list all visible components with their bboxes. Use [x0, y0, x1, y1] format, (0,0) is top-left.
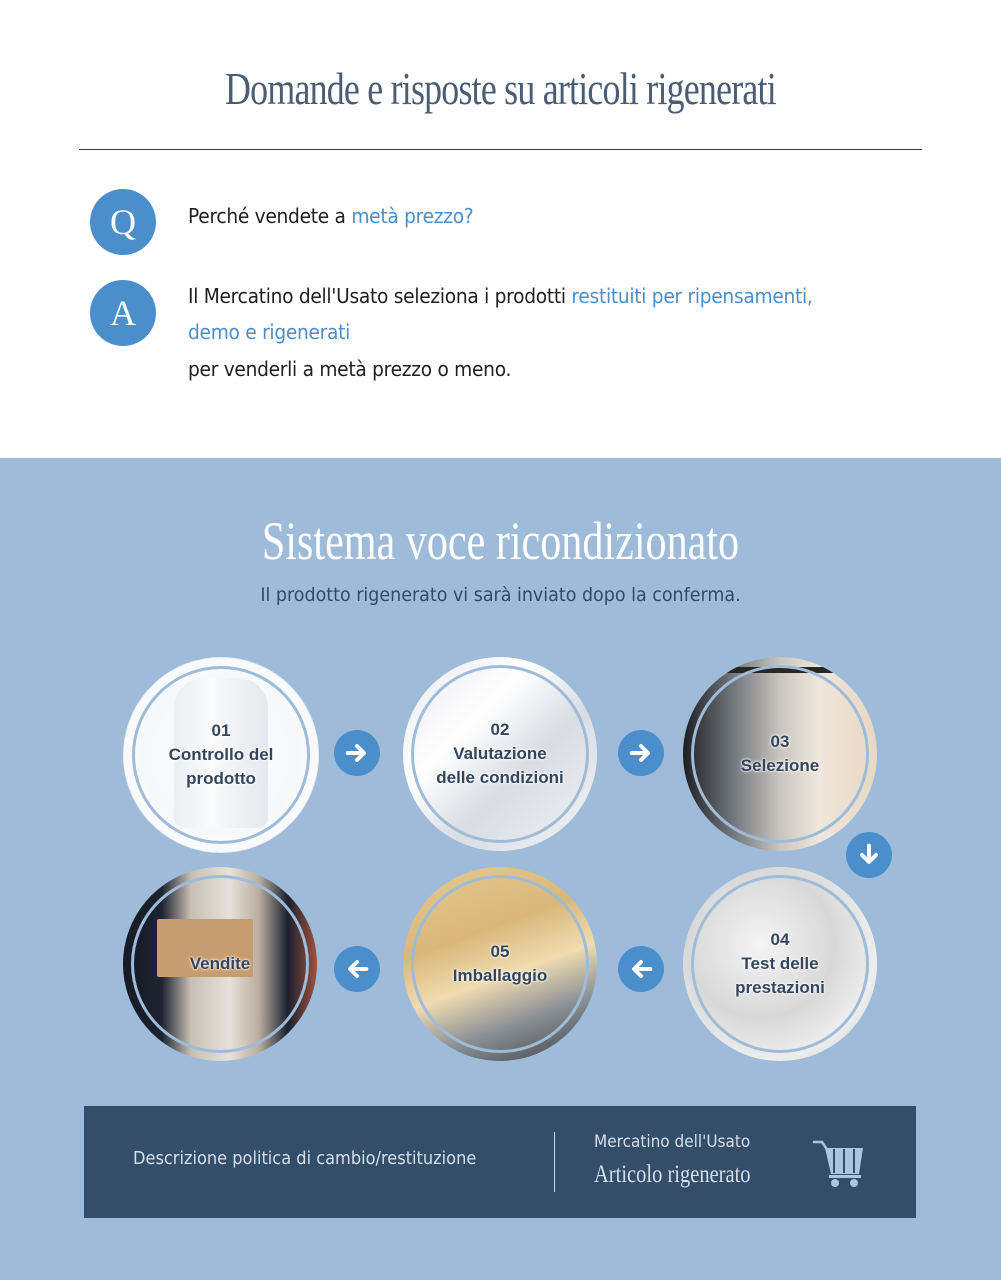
- question-text: [188, 204, 473, 228]
- item-type: Articolo rigenerato: [594, 1161, 751, 1188]
- process-subtitle: Il prodotto rigenerato vi sarà inviato dopo la conferma.: [260, 584, 741, 606]
- step-01-product-check: [123, 657, 319, 853]
- step-number: 02: [490, 720, 510, 739]
- arrow-left-icon: [618, 946, 664, 992]
- step-06-sales: [123, 867, 317, 1061]
- footer-divider: [554, 1132, 555, 1192]
- step-title-line-1: Controllo del: [168, 745, 274, 764]
- qa-section: [0, 0, 1001, 458]
- step-title-line-1: Selezione: [740, 756, 820, 775]
- step-title-line-2: delle condizioni: [436, 768, 564, 787]
- answer-line-1-highlight: restituiti per ripensamenti,: [571, 284, 813, 308]
- answer-line-1: [188, 284, 813, 308]
- question-badge-icon: Q: [90, 189, 156, 255]
- question-text-highlight: metà prezzo?: [351, 204, 474, 228]
- answer-line-1-plain: Il Mercatino dell'Usato seleziona i prodotti: [188, 284, 572, 308]
- answer-line-2: [188, 320, 350, 344]
- step-label: [403, 867, 597, 1061]
- step-label: [123, 867, 317, 1061]
- step-number: 05: [490, 942, 510, 961]
- arrow-right-icon: [334, 730, 380, 776]
- step-04-performance-test: [683, 867, 877, 1061]
- title-divider: [79, 149, 922, 150]
- step-label: [683, 867, 877, 1061]
- step-label: [403, 657, 597, 851]
- process-section: [0, 458, 1001, 1280]
- step-05-packaging: [403, 867, 597, 1061]
- arrow-right-icon: [618, 730, 664, 776]
- process-title: Sistema voce ricondizionato: [261, 511, 740, 571]
- step-title-line-2: prodotto: [186, 769, 256, 788]
- step-02-condition-assessment: [403, 657, 597, 851]
- step-label: [683, 657, 877, 851]
- step-number: 03: [770, 732, 790, 751]
- answer-badge-icon: A: [90, 280, 156, 346]
- step-title-line-2: prestazioni: [735, 978, 825, 997]
- return-policy-link[interactable]: Descrizione politica di cambio/restituzione: [133, 1148, 477, 1169]
- step-title-line-1: Imballaggio: [452, 966, 548, 985]
- footer-bar: [84, 1106, 916, 1218]
- step-number: 04: [770, 930, 790, 949]
- step-title-line-1: Valutazione: [453, 744, 547, 763]
- step-label: [124, 658, 318, 852]
- answer-line-2-highlight: demo e rigenerati: [188, 320, 351, 344]
- step-title-line-1: Vendite: [189, 954, 251, 973]
- arrow-left-icon: [334, 946, 380, 992]
- question-text-plain: Perché vendete a: [188, 204, 352, 228]
- step-title-line-1: Test delle: [741, 954, 819, 973]
- brand-name: Mercatino dell'Usato: [594, 1132, 751, 1152]
- shopping-cart-icon: [812, 1138, 868, 1188]
- step-03-selection: [683, 657, 877, 851]
- answer-line-3: per venderli a metà prezzo o meno.: [188, 357, 512, 381]
- step-number: 01: [211, 721, 231, 740]
- qa-title: Domande e risposte su articoli rigenerati: [225, 63, 776, 114]
